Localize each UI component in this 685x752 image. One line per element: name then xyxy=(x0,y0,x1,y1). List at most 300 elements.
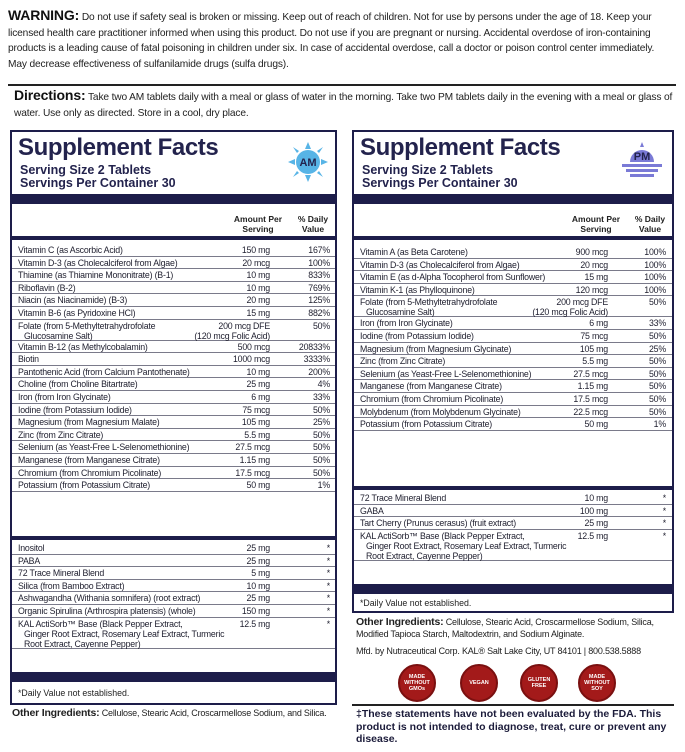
nutrient-daily-value: * xyxy=(326,568,330,579)
nutrient-amount-line: 105 mg xyxy=(579,343,608,354)
nutrient-name-line: Vitamin A (as Beta Carotene) xyxy=(360,247,468,257)
nutrient-row xyxy=(354,418,672,431)
servings-per-container: Servings Per Container 30 xyxy=(20,176,176,190)
nutrient-amount xyxy=(190,405,270,415)
nutrient-name xyxy=(18,468,161,478)
nutrient-name xyxy=(18,556,40,566)
nutrient-daily-value: 50% xyxy=(648,406,666,417)
nutrient-amount-line: 75 mcg xyxy=(580,330,608,341)
nutrient-amount xyxy=(526,394,608,404)
thick-rule xyxy=(12,194,335,204)
nutrient-name xyxy=(360,318,453,328)
nutrient-row xyxy=(354,296,672,317)
nutrient-amount-line: 105 mg xyxy=(241,417,270,428)
nutrient-row xyxy=(12,320,335,341)
nutrient-name-line: Organic Spirulina (Arthrospira platensis) (whole) xyxy=(18,605,196,616)
supplement-facts-am xyxy=(10,130,337,705)
nutrient-daily-value: 200% xyxy=(308,366,330,377)
header-rule xyxy=(12,236,335,240)
nutrient-amount-line: 20 mg xyxy=(246,295,270,306)
nutrient-amount xyxy=(190,593,270,603)
supplement-facts-pm xyxy=(352,130,674,613)
nutrient-daily-value: 33% xyxy=(312,391,330,402)
footnote: *Daily Value not established. xyxy=(18,688,130,698)
nutrient-amount xyxy=(190,295,270,305)
nutrient-name-line: KAL ActiSorb™ Base (Black Pepper Extract, xyxy=(360,530,525,541)
nutrient-amount xyxy=(526,272,608,282)
manufacturer-info: Mfd. by Nutraceutical Corp. KAL® Salt Lake City, UT 84101 | 800.538.5888 xyxy=(356,646,641,656)
nutrient-row xyxy=(12,341,335,354)
nutrient-amount-line: 25 mg xyxy=(246,555,270,566)
soy-free-badge-icon xyxy=(578,664,616,702)
nutrient-row xyxy=(354,517,672,530)
nutrient-amount-line: 6 mg xyxy=(251,391,270,402)
nutrient-name-line: Selenium (as Yeast-Free L-Selenomethionine) xyxy=(360,368,532,379)
nutrient-amount-line: 15 mg xyxy=(584,272,608,283)
nutrient-amount xyxy=(526,260,608,270)
nutrient-name-line: Inositol xyxy=(18,543,45,553)
nutrient-name xyxy=(18,593,200,603)
footnote: *Daily Value not established. xyxy=(360,598,472,608)
nutrient-amount-line: 1000 mcg xyxy=(232,354,270,365)
nutrient-amount xyxy=(190,455,270,465)
nutrient-daily-value: * xyxy=(662,493,666,503)
nutrient-name-line: GABA xyxy=(360,505,384,516)
am-icon-label: AM xyxy=(299,157,317,169)
nutrient-row xyxy=(12,592,335,605)
nutrient-name xyxy=(360,419,492,429)
pm-icon-label: PM xyxy=(633,151,651,163)
nutrient-row xyxy=(12,416,335,429)
nutrient-row xyxy=(12,618,335,649)
nutrient-row xyxy=(354,259,672,272)
nutrient-name xyxy=(360,394,503,404)
directions-text xyxy=(14,88,679,121)
nutrient-name-line: Glucosamine Salt) xyxy=(24,330,93,341)
nutrient-name xyxy=(18,606,195,616)
nutrient-amount xyxy=(526,356,608,366)
nutrient-name-line: Magnesium (from Magnesium Glycinate) xyxy=(360,343,512,354)
nutrient-daily-value: * xyxy=(326,555,330,566)
nutrient-daily-value: 4% xyxy=(317,379,330,390)
nutrient-name xyxy=(360,506,384,516)
nutrient-row xyxy=(354,505,672,518)
header-amount: Amount Per Serving xyxy=(571,214,621,234)
nutrient-daily-value: 25% xyxy=(648,343,666,354)
nutrient-row xyxy=(12,404,335,417)
nutrient-amount-line: 50 mg xyxy=(246,480,270,491)
nutrient-amount-line: (120 mcg Folic Acid) xyxy=(532,307,608,318)
nutrient-row xyxy=(12,294,335,307)
header-rule xyxy=(354,236,672,240)
nutrient-daily-value: 1% xyxy=(653,419,666,430)
nutrient-name-line: Root Extract, Cayenne Pepper) xyxy=(366,550,483,561)
other-ingredients-am xyxy=(12,707,342,719)
nutrient-amount-line: 75 mcg xyxy=(242,404,270,415)
nutrient-amount-line: 150 mg xyxy=(241,245,270,255)
other-ingredients-label: Other Ingredients: xyxy=(356,616,444,628)
nutrient-daily-value: 3333% xyxy=(303,354,330,365)
nutrient-amount-line: 120 mcg xyxy=(575,284,608,295)
nutrient-daily-value: 50% xyxy=(648,381,666,392)
header-dv: % Daily Value xyxy=(297,214,329,234)
nutrient-row xyxy=(12,391,335,404)
blend-list xyxy=(354,492,672,561)
nutrient-row xyxy=(354,271,672,284)
nutrient-amount-line: 50 mg xyxy=(584,419,608,430)
nutrient-row xyxy=(12,454,335,467)
nutrient-name xyxy=(18,367,190,377)
nutrient-row xyxy=(12,353,335,366)
nutrient-name xyxy=(18,442,189,452)
nutrient-name-line: Root Extract, Cayenne Pepper) xyxy=(24,638,141,649)
nutrient-name xyxy=(18,417,160,427)
nutrient-amount-line: 17.5 mcg xyxy=(573,393,608,404)
nutrient-amount-line: 1.15 mg xyxy=(577,381,608,392)
nutrient-name-line: Vitamin E (as d-Alpha Tocopherol from Sunflower) xyxy=(360,272,546,283)
nutrient-amount xyxy=(190,354,270,364)
nutrient-amount-line: 25 mg xyxy=(584,518,608,529)
nutrient-name xyxy=(360,381,502,391)
nutrient-amount-line: 1.15 mg xyxy=(239,454,270,465)
nutrient-name-line: Manganese (from Manganese Citrate) xyxy=(18,454,160,465)
serving-size: Serving Size 2 Tablets xyxy=(362,163,494,177)
nutrient-amount xyxy=(526,297,608,317)
nutrient-name xyxy=(18,480,150,490)
warning-label: WARNING: xyxy=(8,7,80,23)
nutrient-row xyxy=(354,284,672,297)
sun-icon xyxy=(288,142,328,182)
nutrient-daily-value: * xyxy=(326,593,330,604)
nutrient-amount-line: 17.5 mcg xyxy=(235,467,270,478)
other-ingredients-text: Cellulose, Stearic Acid, Croscarmellose Sodium, and Silica. xyxy=(101,708,327,718)
nutrient-row xyxy=(354,380,672,393)
nutrient-amount xyxy=(526,506,608,516)
nutrient-amount xyxy=(190,308,270,318)
nutrient-amount xyxy=(526,369,608,379)
nutrient-row xyxy=(354,368,672,381)
directions-label: Directions: xyxy=(14,87,86,103)
nutrient-amount xyxy=(190,379,270,389)
nutrient-amount-line: 25 mg xyxy=(246,593,270,604)
nutrient-daily-value: * xyxy=(326,543,330,553)
nutrient-name-line: Iron (from Iron Glycinate) xyxy=(18,391,111,402)
nutrient-daily-value: * xyxy=(662,518,666,529)
nutrient-row xyxy=(12,366,335,379)
nutrient-row xyxy=(12,580,335,593)
nutrient-name-line: Iron (from Iron Glycinate) xyxy=(360,318,453,329)
nutrient-amount xyxy=(526,285,608,295)
nutrient-row xyxy=(12,307,335,320)
nutrient-name xyxy=(18,392,111,402)
nutrient-row xyxy=(12,244,335,257)
nutrient-name xyxy=(18,295,127,305)
nutrient-amount xyxy=(526,419,608,429)
nutrient-amount xyxy=(526,531,608,541)
nutrient-daily-value: 769% xyxy=(308,282,330,293)
nutrient-daily-value: 1% xyxy=(317,480,330,491)
thick-rule xyxy=(354,194,672,204)
nutrient-name xyxy=(360,247,468,257)
nutrient-daily-value: 50% xyxy=(648,330,666,341)
nutrient-name xyxy=(18,581,124,591)
nutrient-amount xyxy=(190,430,270,440)
other-ingredients-label: Other Ingredients: xyxy=(12,707,100,719)
badge-label: VEGAN xyxy=(469,680,489,686)
nutrient-amount-line: 22.5 mcg xyxy=(573,406,608,417)
nutrient-row xyxy=(12,542,335,555)
nutrient-name-line: Biotin xyxy=(18,354,39,365)
nutrient-amount-line: 20 mcg xyxy=(242,257,270,268)
nutrient-name-line: Zinc (from Zinc Citrate) xyxy=(18,429,104,440)
nutrient-amount xyxy=(190,556,270,566)
nutrient-amount-line: 27.5 mcg xyxy=(235,442,270,453)
servings-per-container: Servings Per Container 30 xyxy=(362,176,518,190)
nutrient-amount-line: 15 mg xyxy=(246,307,270,318)
nutrient-amount xyxy=(190,442,270,452)
nutrient-daily-value: 50% xyxy=(312,404,330,415)
nutrient-name xyxy=(360,407,521,417)
nutrient-amount xyxy=(190,258,270,268)
nutrient-row xyxy=(12,467,335,480)
nutrient-amount xyxy=(526,318,608,328)
nutrient-amount-line: 12.5 mg xyxy=(577,530,608,541)
nutrient-name-line: Niacin (as Niacinamide) (B-3) xyxy=(18,295,128,306)
divider xyxy=(8,84,676,86)
nutrient-name-line: Vitamin D-3 (as Cholecalciferol from Algae) xyxy=(18,257,178,268)
nutrient-name-line: Riboflavin (B-2) xyxy=(18,282,76,293)
nutrient-amount xyxy=(526,407,608,417)
nutrient-daily-value: 50% xyxy=(312,467,330,478)
nutrient-row xyxy=(12,429,335,442)
nutrient-name xyxy=(360,331,474,341)
nutrient-amount-line: 10 mg xyxy=(246,282,270,293)
nutrient-name xyxy=(18,379,138,389)
nutrient-name-line: KAL ActiSorb™ Base (Black Pepper Extract, xyxy=(18,618,183,629)
nutrient-name xyxy=(18,455,160,465)
nutrient-amount-line: 100 mg xyxy=(579,505,608,516)
nutrient-name-line: Chromium (from Chromium Picolinate) xyxy=(360,393,504,404)
nutrient-amount xyxy=(190,270,270,280)
facts-title: Supplement Facts xyxy=(18,134,219,161)
nutrient-daily-value: 25% xyxy=(312,417,330,428)
nutrient-name xyxy=(18,354,39,364)
thick-rule xyxy=(12,672,335,682)
nutrient-daily-value: 50% xyxy=(648,356,666,367)
nutrient-name-line: Iodine (from Potassium Iodide) xyxy=(360,330,474,341)
nutrient-name xyxy=(18,405,132,415)
blend-list xyxy=(12,542,335,649)
nutrient-daily-value: 100% xyxy=(644,259,666,270)
nutrient-daily-value: 50% xyxy=(648,393,666,404)
nutrient-amount-line: 10 mg xyxy=(246,366,270,377)
nutrient-amount-line: 20 mcg xyxy=(580,259,608,270)
badge-label: MADE WITHOUT SOY xyxy=(584,674,610,692)
nutrient-name-line: Folate (from 5-Methyltetrahydrofolate xyxy=(18,320,156,331)
nutrient-amount xyxy=(190,417,270,427)
nutrient-name xyxy=(18,321,155,341)
nutrient-daily-value: 50% xyxy=(312,454,330,465)
nutrient-daily-value: * xyxy=(326,580,330,591)
nutrient-name-line: Potassium (from Potassium Citrate) xyxy=(360,419,493,430)
nutrient-name-line: PABA xyxy=(18,555,41,566)
nutrient-row xyxy=(354,492,672,505)
nutrient-name-line: 72 Trace Mineral Blend xyxy=(18,568,105,579)
nutrient-daily-value: 882% xyxy=(308,307,330,318)
nutrient-amount-line: 5 mg xyxy=(251,568,270,579)
other-ingredients-pm xyxy=(356,616,678,640)
nutrient-daily-value: 125% xyxy=(308,295,330,306)
nutrient-list xyxy=(12,244,335,492)
nutrient-amount-line: 150 mg xyxy=(241,605,270,616)
nutrient-amount-line: 500 mcg xyxy=(237,341,270,352)
nutrient-name xyxy=(360,260,519,270)
nutrient-daily-value: 50% xyxy=(312,442,330,453)
nutrient-amount xyxy=(190,606,270,616)
nutrient-amount xyxy=(190,367,270,377)
nutrient-amount xyxy=(190,342,270,352)
nutrient-amount xyxy=(190,321,270,341)
nutrient-name-line: Zinc (from Zinc Citrate) xyxy=(360,356,446,367)
nutrient-name xyxy=(18,308,135,318)
non-gmo-badge-icon xyxy=(398,664,436,702)
nutrient-amount xyxy=(190,480,270,490)
nutrient-amount xyxy=(526,518,608,528)
vegan-badge-icon xyxy=(460,664,498,702)
nutrient-name xyxy=(18,342,148,352)
warning-body: Do not use if safety seal is broken or missing. Keep out of reach of children. Not for use by persons under the age of 18. Keep your licensed health care practitioner informed when using this product. Do not use if you are pregnant or nursing. Accidental overdose of iron-containing products is a leading cause of fatal poisoning in children under six. In case of accidental overdose, call a doctor or poison control center immediately. May decrease effectiveness of sulfanilamide drugs (sulfa drugs). xyxy=(8,12,655,70)
nutrient-name-line: Ashwagandha (Withania somnifera) (root extract) xyxy=(18,593,201,604)
nutrient-name-line: Glucosamine Salt) xyxy=(366,307,435,318)
directions-body: Take two AM tablets daily with a meal or glass of water in the morning. Take two PM tablets daily in the evening with a meal or glass of water. Use only as directed. Store in a cool, dry place. xyxy=(14,92,673,119)
nutrient-row xyxy=(354,246,672,259)
nutrient-name xyxy=(18,430,103,440)
nutrient-daily-value: * xyxy=(326,605,330,616)
nutrient-amount xyxy=(526,344,608,354)
nutrient-amount-line: 10 mg xyxy=(584,493,608,503)
nutrient-amount-line: 10 mg xyxy=(246,270,270,281)
nutrient-amount-line: 5.5 mg xyxy=(244,429,270,440)
nutrient-daily-value: * xyxy=(662,530,666,541)
nutrient-row xyxy=(12,555,335,568)
nutrient-list xyxy=(354,246,672,431)
nutrient-amount xyxy=(190,468,270,478)
nutrient-name-line: Vitamin B-6 (as Pyridoxine HCl) xyxy=(18,307,136,318)
nutrient-name-line: Molybdenum (from Molybdenum Glycinate) xyxy=(360,406,521,417)
nutrient-daily-value: 833% xyxy=(308,270,330,281)
section-rule xyxy=(354,486,672,490)
nutrient-amount-line: 25 mg xyxy=(246,379,270,390)
nutrient-amount-line: 200 mcg DFE xyxy=(218,320,270,331)
nutrient-name xyxy=(360,285,475,295)
nutrient-amount xyxy=(526,247,608,257)
nutrient-amount xyxy=(526,331,608,341)
nutrient-name-line: Choline (from Choline Bitartrate) xyxy=(18,379,138,390)
nutrient-amount xyxy=(526,493,608,503)
nutrient-daily-value: 50% xyxy=(312,320,330,331)
nutrient-name xyxy=(360,272,545,282)
nutrient-row xyxy=(12,269,335,282)
nutrient-row xyxy=(354,406,672,419)
nutrient-row xyxy=(354,393,672,406)
fda-disclaimer-box xyxy=(352,704,674,748)
nutrient-name-line: Chromium (from Chromium Picolinate) xyxy=(18,467,162,478)
nutrient-amount-line: 900 mcg xyxy=(575,247,608,257)
nutrient-amount xyxy=(190,392,270,402)
nutrient-name xyxy=(360,369,531,379)
nutrient-name-line: Potassium (from Potassium Citrate) xyxy=(18,480,151,491)
nutrient-name-line: Vitamin K-1 (as Phylloquinone) xyxy=(360,284,475,295)
nutrient-row xyxy=(12,257,335,270)
nutrient-name-line: 72 Trace Mineral Blend xyxy=(360,493,447,503)
nutrient-amount-line: 27.5 mcg xyxy=(573,368,608,379)
nutrient-row xyxy=(354,317,672,330)
nutrient-row xyxy=(12,282,335,295)
nutrient-daily-value: 50% xyxy=(648,297,666,308)
nutrient-name xyxy=(360,344,511,354)
nutrient-name-line: Magnesium (from Magnesium Malate) xyxy=(18,417,160,428)
nutrient-amount xyxy=(190,619,270,629)
nutrient-name-line: Iodine (from Potassium Iodide) xyxy=(18,404,132,415)
nutrient-name-line: Vitamin D-3 (as Cholecalciferol from Algae) xyxy=(360,259,520,270)
nutrient-amount-line: 5.5 mg xyxy=(582,356,608,367)
nutrient-amount-line: 200 mcg DFE xyxy=(556,297,608,308)
nutrient-name-line: Folate (from 5-Methyltetrahydrofolate xyxy=(360,297,498,308)
fda-disclaimer: ‡These statements have not been evaluated by the FDA. This product is not intended to diagnose, treat, cure or prevent any disease. xyxy=(356,708,667,745)
nutrient-name xyxy=(18,283,75,293)
nutrient-daily-value: 100% xyxy=(644,272,666,283)
nutrient-daily-value: 100% xyxy=(308,257,330,268)
nutrient-row xyxy=(354,330,672,343)
nutrient-amount xyxy=(190,283,270,293)
nutrient-row xyxy=(354,355,672,368)
nutrient-daily-value: 167% xyxy=(308,245,330,255)
nutrient-daily-value: 50% xyxy=(312,429,330,440)
nutrient-amount xyxy=(190,245,270,255)
nutrient-row xyxy=(12,441,335,454)
nutrient-name-line: Pantothenic Acid (from Calcium Pantothenate) xyxy=(18,366,190,377)
nutrient-amount-line: 25 mg xyxy=(246,543,270,553)
nutrient-name xyxy=(360,356,445,366)
nutrient-amount xyxy=(190,568,270,578)
nutrient-name xyxy=(18,245,123,255)
nutrient-name-line: Ginger Root Extract, Rosemary Leaf Extract, Turmeric xyxy=(366,540,567,551)
nutrient-daily-value: 100% xyxy=(644,284,666,295)
section-rule xyxy=(12,536,335,540)
gluten-free-badge-icon xyxy=(520,664,558,702)
serving-size: Serving Size 2 Tablets xyxy=(20,163,152,177)
nutrient-name xyxy=(360,493,446,503)
nutrient-daily-value: * xyxy=(662,505,666,516)
nutrient-amount xyxy=(190,581,270,591)
nutrient-amount-line: 10 mg xyxy=(246,580,270,591)
nutrient-name xyxy=(18,568,104,578)
badge-label: GLUTEN FREE xyxy=(527,677,551,689)
nutrient-row xyxy=(12,378,335,391)
nutrient-name-line: Vitamin B-12 (as Methylcobalamin) xyxy=(18,341,148,352)
nutrient-amount xyxy=(190,543,270,553)
nutrient-amount-line: 6 mg xyxy=(589,318,608,329)
nutrient-name xyxy=(360,518,516,528)
nutrient-row xyxy=(354,343,672,356)
nutrient-name-line: Ginger Root Extract, Rosemary Leaf Extract, Turmeric xyxy=(24,628,225,639)
nutrient-daily-value: 50% xyxy=(648,368,666,379)
moon-icon xyxy=(616,140,668,182)
nutrient-daily-value: * xyxy=(326,618,330,629)
nutrient-name-line: Thiamine (as Thiamine Mononitrate) (B-1) xyxy=(18,270,174,281)
other-ingredients-text: Cellulose, Stearic Acid, Croscarmellose Sodium, Silica, Modified Tapioca Starch, Maltodextrin, and Sodium Alginate. xyxy=(356,617,654,639)
nutrient-name-line: Tart Cherry (Prunus cerasus) (fruit extract) xyxy=(360,518,516,529)
